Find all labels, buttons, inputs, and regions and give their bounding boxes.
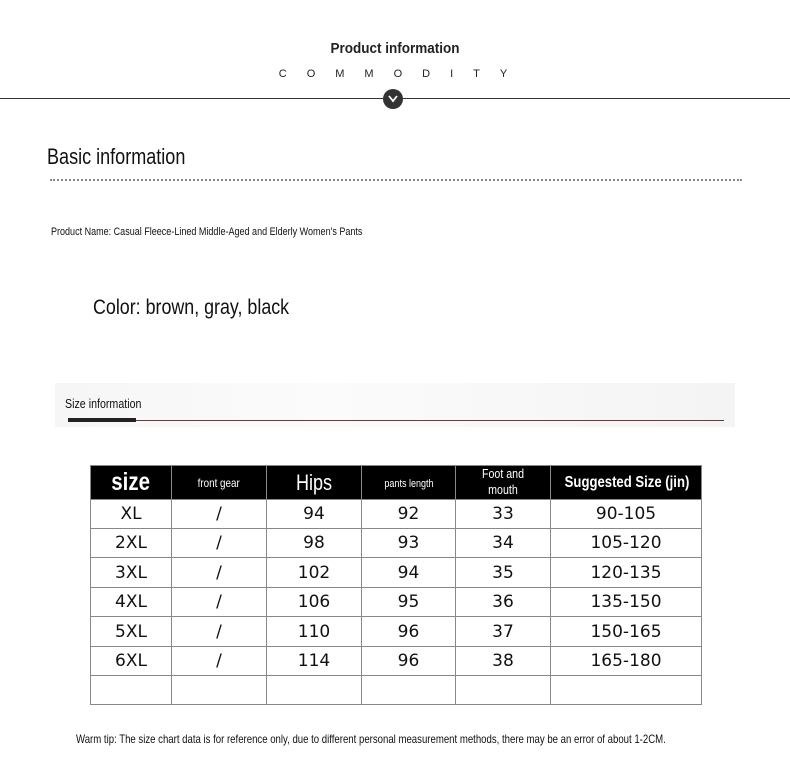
- table-cell: [362, 676, 456, 705]
- table-cell: 98: [267, 529, 362, 558]
- table-row: [91, 529, 702, 558]
- header-cell-hips: Hips: [267, 466, 362, 500]
- table-row: [91, 500, 702, 529]
- table-row: [91, 647, 702, 676]
- table-cell: 165-180: [551, 647, 702, 676]
- table-cell: 135-150: [551, 588, 702, 617]
- table-cell: [172, 676, 267, 705]
- table-cell: 94: [267, 500, 362, 529]
- table-cell: 94: [362, 558, 456, 588]
- table-cell: 105-120: [551, 529, 702, 558]
- table-cell: 120-135: [551, 558, 702, 588]
- table-cell: [267, 676, 362, 705]
- table-cell: 150-165: [551, 617, 702, 647]
- table-cell: 96: [362, 617, 456, 647]
- table-cell: 90-105: [551, 500, 702, 529]
- table-cell: 38: [456, 647, 551, 676]
- table-cell: /: [172, 588, 267, 617]
- warm-tip: Warm tip: The size chart data is for reference only, due to different personal measurement methods, there may be an error of about 1-2CM.: [76, 732, 666, 746]
- table-cell: 92: [362, 500, 456, 529]
- table-row: [91, 558, 702, 588]
- table-cell: 114: [267, 647, 362, 676]
- dotted-divider: [50, 179, 742, 181]
- header-title: Product information: [330, 40, 460, 57]
- table-cell: 3XL: [91, 558, 172, 588]
- size-table: [90, 465, 702, 705]
- section-title-size: Size information: [65, 396, 142, 411]
- product-name: Product Name: Casual Fleece-Lined Middle-Aged and Elderly Women's Pants: [51, 226, 363, 238]
- table-row: [91, 676, 702, 705]
- header-cell-foot-mouth: Foot and mouth: [456, 466, 551, 500]
- table-cell: 106: [267, 588, 362, 617]
- color-line: Color: brown, gray, black: [93, 296, 290, 319]
- header-subtitle: COMMODITY: [278, 68, 528, 80]
- header-cell-pants-length: pants length: [362, 466, 456, 500]
- table-cell: 5XL: [91, 617, 172, 647]
- table-cell: 37: [456, 617, 551, 647]
- table-cell: 33: [456, 500, 551, 529]
- table-row: [91, 617, 702, 647]
- table-cell: [551, 676, 702, 705]
- size-info-line: [68, 420, 724, 421]
- table-cell: 102: [267, 558, 362, 588]
- table-cell: 2XL: [91, 529, 172, 558]
- table-cell: /: [172, 500, 267, 529]
- table-cell: /: [172, 617, 267, 647]
- size-info-accent: [68, 418, 136, 422]
- header-cell-size: size: [91, 466, 172, 500]
- table-header-row: [91, 466, 702, 500]
- table-row: [91, 588, 702, 617]
- table-cell: 93: [362, 529, 456, 558]
- chevron-down-icon[interactable]: [383, 89, 403, 109]
- table-cell: /: [172, 529, 267, 558]
- table-cell: 6XL: [91, 647, 172, 676]
- section-title-basic: Basic information: [47, 144, 186, 169]
- table-cell: 95: [362, 588, 456, 617]
- table-cell: 35: [456, 558, 551, 588]
- table-cell: [456, 676, 551, 705]
- table-cell: 96: [362, 647, 456, 676]
- table-cell: XL: [91, 500, 172, 529]
- header-cell-front-gear: front gear: [172, 466, 267, 500]
- table-cell: /: [172, 558, 267, 588]
- table-cell: 36: [456, 588, 551, 617]
- table-cell: [91, 676, 172, 705]
- table-cell: 110: [267, 617, 362, 647]
- table-cell: 34: [456, 529, 551, 558]
- table-cell: 4XL: [91, 588, 172, 617]
- header-cell-suggested-size: Suggested Size (jin): [551, 466, 702, 500]
- table-cell: /: [172, 647, 267, 676]
